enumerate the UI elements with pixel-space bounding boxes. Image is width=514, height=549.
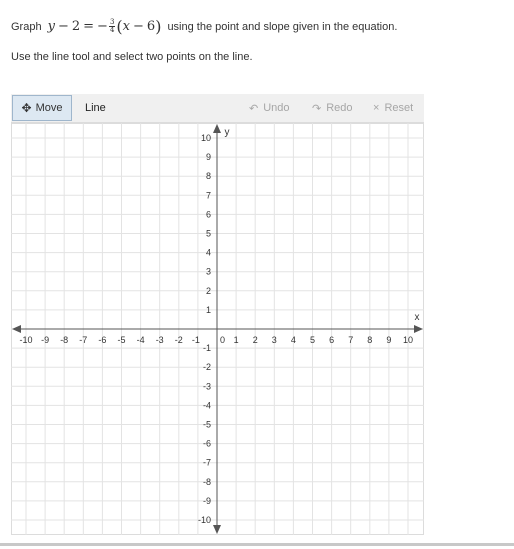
eq-two: 2 [71,19,81,34]
graph-word: Graph [11,20,42,33]
y-tick-label: 5 [205,228,211,239]
x-tick-label: 2 [252,335,258,345]
instruction-line-2: Use the line tool and select two points on the line. [11,51,253,63]
x-tick-label: 1 [233,335,239,345]
x-tick-label: 10 [402,335,414,345]
undo-label: Undo [263,102,290,114]
y-tick-label: -4 [202,400,211,411]
eq-frac-num: 3 [109,18,115,26]
eq-neg: − [97,19,108,34]
undo-button[interactable] [249,94,290,122]
eq-minus-2: − [133,19,144,34]
x-axis-label: x [414,312,420,323]
move-arrows-icon: ✥ [21,101,32,115]
eq-six: 6 [146,19,156,34]
y-tick-label: -6 [202,438,211,449]
move-tool-button[interactable] [12,95,72,121]
y-tick-label: 9 [205,152,211,163]
y-tick-label: 6 [205,209,211,220]
eq-open-paren: ( [116,17,123,36]
y-tick-label: 4 [205,247,211,258]
redo-arrow-icon: ↷ [312,102,322,115]
y-tick-label: -9 [202,495,211,506]
x-tick-label: -2 [174,335,183,345]
y-tick-label: 3 [205,266,211,277]
x-tick-label: 9 [386,335,392,345]
eq-frac-den: 4 [109,26,115,34]
x-tick-label: -3 [155,335,164,345]
instruction-line-1-rest: using the point and slope given in the equation. [167,20,398,33]
eq-close-paren: ) [155,17,162,36]
reset-label: Reset [384,102,414,114]
x-tick-label: 7 [348,335,354,345]
reset-x-icon: × [373,102,380,114]
graph-toolbar [11,94,424,123]
x-tick-label: -9 [41,335,50,345]
reset-button[interactable] [373,94,413,122]
x-tick-label: 4 [290,335,296,345]
line-tool-button[interactable] [85,94,106,122]
x-tick-label: -4 [136,335,145,345]
y-tick-label: -2 [202,362,211,373]
x-tick-label: -5 [117,335,126,345]
x-tick-label: 5 [309,335,316,345]
move-label: Move [35,102,63,114]
y-tick-label: -1 [202,343,211,354]
eq-x: x [122,19,130,34]
undo-arrow-icon: ↶ [249,102,259,115]
eq-equals: = [83,19,95,34]
y-tick-label: 8 [205,171,211,182]
x-tick-label: -7 [79,335,88,345]
y-tick-label: -5 [202,419,211,430]
y-tick-label: 2 [205,285,211,296]
y-tick-label: 1 [205,304,211,315]
equation [48,17,162,36]
x-tick-label: -8 [60,335,69,345]
line-label: Line [85,102,106,114]
coordinate-plane[interactable] [11,123,424,535]
x-tick-label: 8 [367,335,373,345]
x-tick-label: 3 [271,335,277,345]
y-axis-label: y [224,127,230,138]
y-tick-label: -10 [197,515,211,525]
y-tick-label: 7 [205,190,211,201]
y-tick-label: -3 [202,381,211,392]
x-tick-label: -10 [19,335,33,345]
x-tick-label: -6 [98,335,107,345]
instruction-line-1 [11,17,397,36]
eq-fraction [109,19,115,34]
eq-y: y [47,19,55,34]
redo-button[interactable] [312,94,353,122]
x-tick-label: 0 [220,335,226,345]
redo-label: Redo [326,102,353,114]
x-tick-label: 6 [329,335,335,345]
y-tick-label: -7 [202,457,211,468]
bottom-divider [0,543,514,546]
y-tick-label: 10 [200,133,211,143]
x-tick-label: -1 [191,335,200,345]
y-tick-label: -8 [202,476,211,487]
eq-minus: − [57,19,69,34]
